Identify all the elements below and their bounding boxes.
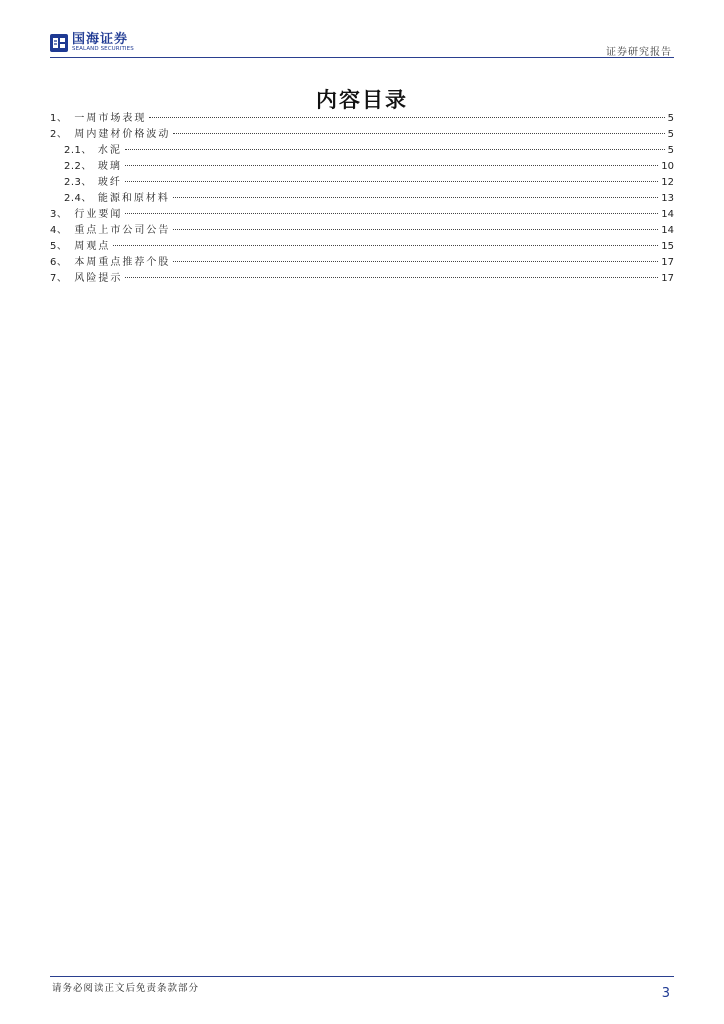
toc-entry-label: 能源和原材料 xyxy=(97,193,170,204)
toc-entry-number: 6、 xyxy=(50,257,68,268)
toc-entry-number: 2.1、 xyxy=(64,145,92,156)
toc-entry-label: 风险提示 xyxy=(74,273,123,284)
toc-entry-label: 重点上市公司公告 xyxy=(74,225,171,236)
toc-entry-number: 7、 xyxy=(50,273,68,284)
toc-entry-number: 5、 xyxy=(50,241,68,252)
logo-chinese-name: 国海证券 xyxy=(72,32,129,47)
toc-entry[interactable] xyxy=(50,111,674,127)
toc-entry-page: 5 xyxy=(667,113,674,124)
toc-entry[interactable] xyxy=(50,207,674,223)
footer-divider xyxy=(50,976,674,977)
toc-entry-label: 周观点 xyxy=(74,241,111,252)
toc-entry-label: 玻璃 xyxy=(97,161,122,172)
toc-entry[interactable] xyxy=(50,127,674,143)
toc-leader-dots xyxy=(125,165,658,166)
toc-entry-page: 17 xyxy=(661,257,674,268)
toc-entry-page: 17 xyxy=(661,273,674,284)
company-logo xyxy=(50,33,134,53)
toc-entry-label: 周内建材价格波动 xyxy=(74,129,171,140)
page-number: 3 xyxy=(661,986,670,1001)
toc-entry-page: 15 xyxy=(661,241,674,252)
toc-entry-number: 3、 xyxy=(50,209,68,220)
toc-leader-dots xyxy=(149,117,664,118)
toc-leader-dots xyxy=(173,197,658,198)
toc-entry[interactable] xyxy=(50,191,674,207)
toc-entry-number: 2、 xyxy=(50,129,68,140)
toc-entry-label: 玻纤 xyxy=(97,177,122,188)
toc-entry[interactable] xyxy=(50,223,674,239)
toc-entry[interactable] xyxy=(50,271,674,287)
toc-leader-dots xyxy=(173,133,664,134)
toc-entry[interactable] xyxy=(50,255,674,271)
document-type-label: 证券研究报告 xyxy=(606,47,672,58)
toc-title: 内容目录 xyxy=(316,88,408,112)
toc-entry-label: 一周市场表现 xyxy=(74,113,147,124)
toc-leader-dots xyxy=(125,277,658,278)
toc-leader-dots xyxy=(173,261,658,262)
toc-leader-dots xyxy=(125,149,665,150)
toc-entry-number: 2.4、 xyxy=(64,193,92,204)
toc-entry-page: 13 xyxy=(661,193,674,204)
toc-entry-number: 2.3、 xyxy=(64,177,92,188)
toc-entry[interactable] xyxy=(50,175,674,191)
disclaimer-note: 请务必阅读正文后免责条款部分 xyxy=(52,983,200,994)
toc-entry-number: 4、 xyxy=(50,225,68,236)
toc-entry-page: 14 xyxy=(661,225,674,236)
toc-entry-number: 1、 xyxy=(50,113,68,124)
toc-entry-page: 12 xyxy=(661,177,674,188)
toc-entry-label: 本周重点推荐个股 xyxy=(74,257,171,268)
toc-entry-label: 行业要闻 xyxy=(74,209,123,220)
toc-entry-page: 5 xyxy=(667,145,674,156)
toc-leader-dots xyxy=(125,213,658,214)
toc-entry-number: 2.2、 xyxy=(64,161,92,172)
logo-english-name: SEALAND SECURITIES xyxy=(72,46,134,52)
toc-entry-page: 14 xyxy=(661,209,674,220)
sealand-logo-icon xyxy=(50,34,68,52)
toc-leader-dots xyxy=(113,245,658,246)
toc-entry-page: 5 xyxy=(667,129,674,140)
table-of-contents xyxy=(50,111,674,287)
toc-leader-dots xyxy=(125,181,658,182)
toc-leader-dots xyxy=(173,229,658,230)
toc-entry[interactable] xyxy=(50,143,674,159)
toc-entry[interactable] xyxy=(50,239,674,255)
header-divider xyxy=(50,57,674,58)
toc-entry-page: 10 xyxy=(661,161,674,172)
page-header xyxy=(50,30,674,58)
toc-entry[interactable] xyxy=(50,159,674,175)
toc-entry-label: 水泥 xyxy=(97,145,122,156)
